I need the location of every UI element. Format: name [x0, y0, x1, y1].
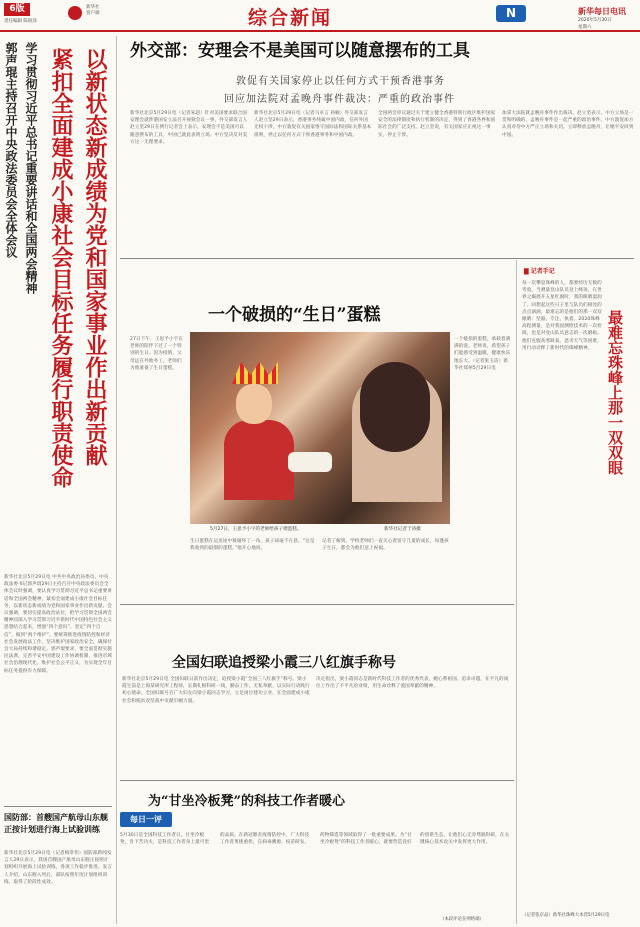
photo-credit: 新华社记者于涛摄 — [384, 527, 421, 532]
feature-headline: 外交部：安理会不是美国可以随意摆布的工具 — [130, 41, 470, 61]
commentary-headline: 为“甘坐冷板凳”的科技工作者暖心 — [148, 794, 345, 809]
column-rule-right — [516, 260, 517, 924]
photo-story-col-2: 生日蛋糕在运送途中被碰坏了一角，孩子却毫不在意。“这是我收到的最甜的蛋糕。”他开心地说。 — [190, 539, 315, 552]
commentary-note: （本段评论在网络端） — [440, 917, 484, 922]
feature-body-col-1: 新华社北京5月29日电（记者朱超）针对美国要求联合国安理会就涉港国安立法召开视频会议一事，外交部发言人赵立坚29日在例行记者会上表示，安理会不是美国可以随意摆布的工具，中国已就此表明立场。中方坚决反对美方这一无理要求。 — [130, 111, 248, 145]
feature-subtitle-2: 回应加法院对孟晚舟事件裁决：严重的政治事件 — [224, 94, 455, 105]
issue-date: 2020年5月30日 — [578, 18, 612, 23]
women-story-headline: 全国妇联追授梁小霞三八红旗手称号 — [172, 655, 396, 671]
sidebar-label-text: 记者手记 — [530, 268, 555, 275]
page-number-badge: 6版 — [4, 3, 30, 16]
sidebar-body: 每一次攀登珠峰的人，都要经历无数的考验。当测量登山队员登上峰顶，在世界之巅展开五星红旗时，我的眼睛湿润了。回想起这些日子里与队员们相处的点点滴滴，最难忘的是他们的那一双双眼睛：坚毅、专注、执着。2020珠峰高程测量，是对我国测绘技术的一次检阅，也是对登山队员意志的一次磨砺。他们克服高寒缺氧、恶劣天气等困难，用行动诠释了新时代的珠峰精神。 — [522, 281, 602, 351]
commentary-badge: 每日一评 — [120, 812, 172, 827]
women-story-body-1: 新华社北京5月29日电 全国妇联日前作出决定，追授梁小霞“全国三八红旗手”称号。梁小霞生前是上海某研究所工程师，长期扎根科研一线，勤奋工作、无私奉献，以实际行动践行初心使命。全国妇联号召广大妇女向梁小霞同志学习，立足岗位建功立业，在全面建成小康社会和脱贫攻坚战中贡献巾帼力量。 — [122, 677, 310, 704]
birthday-cake-photo — [190, 332, 450, 524]
feature-body-col-2: 新华社北京5月29日电（记者马卓言 孙楠）外交部发言人赵立坚29日表示，香港事务纯属中国内政，任何外国无权干涉。中方敦促有关国家恪守国际法和国际关系基本准则，停止以任何方式干预香港事务和中国内政。 — [254, 111, 372, 138]
left-article-body: 新华社北京5月29日电 中共中央政治局委员、中央政法委书记郭声琨29日主持召开中央政法委员会全体会议时强调，要认真学习贯彻习近平总书记重要讲话和全国两会精神，紧扣全面建成小康社会目标任务，以新状态新成绩为党和国家事业作出新贡献。会议强调，要切实提高政治站位，把学习贯彻全国两会精神同深入学习贯彻习近平新时代中国特色社会主义思想结合起来，增强“四个意识”、坚定“四个自信”、做到“两个维护”。要统筹推进疫情防控和经济社会发展政法工作，坚决维护国家政治安全，确保社会大局持续和谐稳定。郭声琨要求，要全面贯彻实施民法典，完善平安中国建设工作协调机制，推进市域社会治理现代化，维护社会公平正义，为实现全年目标任务提供有力保障。 — [4, 575, 112, 674]
photo-story-col-4: 一个破损的蛋糕，承载着满满的爱。老师说，希望孩子们能感受到温暖，健康快乐地长大。（记者张玉洁）新华社郑州5月29日电 — [454, 337, 511, 371]
feature-body-col-3: 全国两会审议通过关于建立健全香港特别行政区维护国家安全的法律制度和执行机制的决定，得到了香港各界和国际社会的广泛支持。赵立坚说，有关国家应正视这一事实，停止干涉。 — [378, 111, 496, 138]
photo-story-col-1: 27日下午，王思予小宇在老师的陪伴下过了一个特别的生日。因为疫情，父母远在外地务工，老师们为他准备了生日蛋糕。 — [130, 337, 183, 371]
feature-divider — [120, 258, 634, 259]
feature-body-col-4: 加拿大法院就孟晚舟事件作出裁决。赵立坚表示，中方立场是一贯和明确的，孟晚舟事件是一起严重的政治事件。中方敦促加方认真对待中方严正立场和关切，立即释放孟晚舟，让她平安回到中国。 — [502, 111, 634, 138]
left-kicker: 学习贯彻习近平总书记重要讲话和全国两会精神 — [24, 42, 38, 294]
left-headline-main: 以新状态新成绩为党和国家事业作出新贡献 — [82, 48, 108, 466]
bottom-left-body: 新华社北京5月29日电（记者梅常伟）国防部新闻发言人29日表示，我国首艘国产航母山东舰正按照计划组织开展海上试验训练，各项工作稳步推进。发言人介绍，山东舰入列后，部队按照年度计划组织训练，取得了阶段性成效。 — [4, 851, 112, 885]
left-headline-second: 紧扣全面建成小康社会目标任务履行职责使命 — [48, 48, 74, 488]
section-title: 综合新闻 — [248, 7, 333, 29]
photo-story-col-3: 记者了解到，学校老师们一直关心着留守儿童的成长，每逢孩子生日，都会为他们送上祝福。 — [322, 539, 449, 552]
sidebar-credit: （记者张京品）新华社珠峰大本营5月29日电 — [522, 913, 610, 918]
xinhua-logo — [68, 6, 82, 20]
column-rule-left — [116, 36, 117, 924]
women-divider — [120, 780, 514, 781]
left-divider — [4, 806, 112, 807]
left-sub-headline: 郭声琨主持召开中央政法委员会全体会议 — [4, 42, 18, 258]
editor-credit: 责任编辑 陈锐泽 — [4, 19, 37, 24]
paper-name: 新华每日电讯 — [578, 7, 626, 16]
photo-divider — [120, 604, 514, 605]
photo-story-headline: 一个破损的“生日”蛋糕 — [208, 305, 381, 325]
sidebar-label: ▇ 记者手记 — [524, 268, 555, 275]
masthead-rule — [0, 30, 640, 32]
photo-caption: 5月27日，王思予小宇的老师给孩子喂蛋糕。 — [210, 527, 302, 532]
bottom-left-headline: 国防部：首艘国产航母山东舰正按计划进行海上试验训练 — [4, 813, 108, 834]
commentary-body: 5月30日是全国科技工作者日。甘坐冷板凳，肯下苦功夫，是科技工作者身上最可贵的品质。在新冠肺炎疫情防控中，广大科技工作者勇挑重担，在病毒溯源、疫苗研发、药物筛选等领域取得了一批重要成果。为“甘坐冷板凳”的科技工作者暖心，就要营造良好的创新生态，让他们心无旁骛搞科研，在关键核心技术攻关中发挥更大作用。 — [120, 833, 510, 846]
sidebar-headline: 最难忘珠峰上那一双双眼 — [606, 310, 624, 475]
xinhua-app-label: 新华社 客户端 — [86, 5, 100, 16]
women-story-body-2: 决定指出，梁小霞同志是新时代科技工作者的优秀代表，她心系祖国、追求卓越，在平凡的岗位上作出了不平凡的业绩，用生命诠释了爱国奉献的精神。 — [316, 677, 509, 690]
feature-subtitle-1: 敦促有关国家停止以任何方式干预香港事务 — [236, 76, 445, 87]
xinhua-n-logo: N — [496, 5, 526, 22]
issue-weekday: 星期六 — [578, 25, 592, 30]
